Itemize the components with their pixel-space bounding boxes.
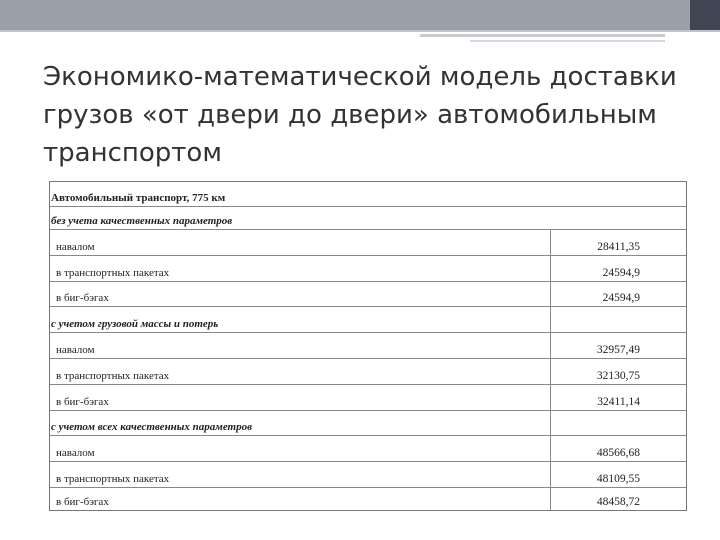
section-heading: с учетом всех качественных параметров [51, 421, 253, 433]
row-label: навалом [56, 344, 95, 356]
column-divider [550, 411, 551, 435]
row-value: 48458,72 [596, 496, 640, 508]
row-value: 32957,49 [596, 344, 640, 356]
table-row [50, 332, 686, 358]
section-heading-row [50, 410, 686, 435]
column-divider [550, 282, 551, 306]
table-row [50, 281, 686, 306]
slide-header-decoration [0, 0, 720, 34]
column-divider [550, 385, 551, 410]
table-row [50, 487, 686, 510]
table-row [50, 384, 686, 410]
column-divider [550, 307, 551, 332]
section-heading-row [50, 306, 686, 332]
table-caption-row [50, 182, 686, 206]
row-value: 32130,75 [596, 370, 640, 382]
column-divider [550, 359, 551, 384]
column-divider [550, 333, 551, 358]
row-value: 28411,35 [597, 241, 640, 253]
row-label: навалом [56, 241, 95, 253]
header-dark-block [690, 0, 720, 30]
row-label: в биг-бэгах [56, 292, 109, 304]
table-caption: Автомобильный транспорт, 775 км [51, 192, 226, 204]
section-heading: без учета качественных параметров [51, 215, 233, 227]
table-row [50, 229, 686, 255]
column-divider [550, 462, 551, 487]
row-label: навалом [56, 447, 95, 459]
row-label: в биг-бэгах [56, 396, 109, 408]
column-divider [550, 436, 551, 461]
row-value: 48109,55 [596, 473, 640, 485]
slide-title: Экономико-математической модель доставки грузов «от двери до двери» автомобильным транспортом [43, 62, 677, 168]
data-table [49, 181, 687, 511]
header-band [0, 0, 690, 30]
table-row [50, 255, 686, 281]
column-divider [550, 256, 551, 281]
row-label: в биг-бэгах [56, 496, 109, 508]
column-divider [550, 488, 551, 510]
row-label: в транспортных пакетах [56, 370, 170, 382]
table-row [50, 461, 686, 487]
row-value: 48566,68 [596, 447, 640, 459]
row-value: 32411,14 [597, 396, 640, 408]
row-value: 24594,9 [602, 267, 640, 279]
row-label: в транспортных пакетах [56, 473, 170, 485]
table-row [50, 358, 686, 384]
column-divider [550, 230, 551, 255]
row-label: в транспортных пакетах [56, 267, 170, 279]
header-accent-line-2 [470, 40, 665, 42]
table-row [50, 435, 686, 461]
header-accent-line [420, 34, 665, 37]
header-rule [0, 30, 720, 32]
row-value: 24594,9 [602, 292, 640, 304]
section-heading-row [50, 206, 686, 229]
section-heading: с учетом грузовой массы и потерь [51, 318, 219, 330]
